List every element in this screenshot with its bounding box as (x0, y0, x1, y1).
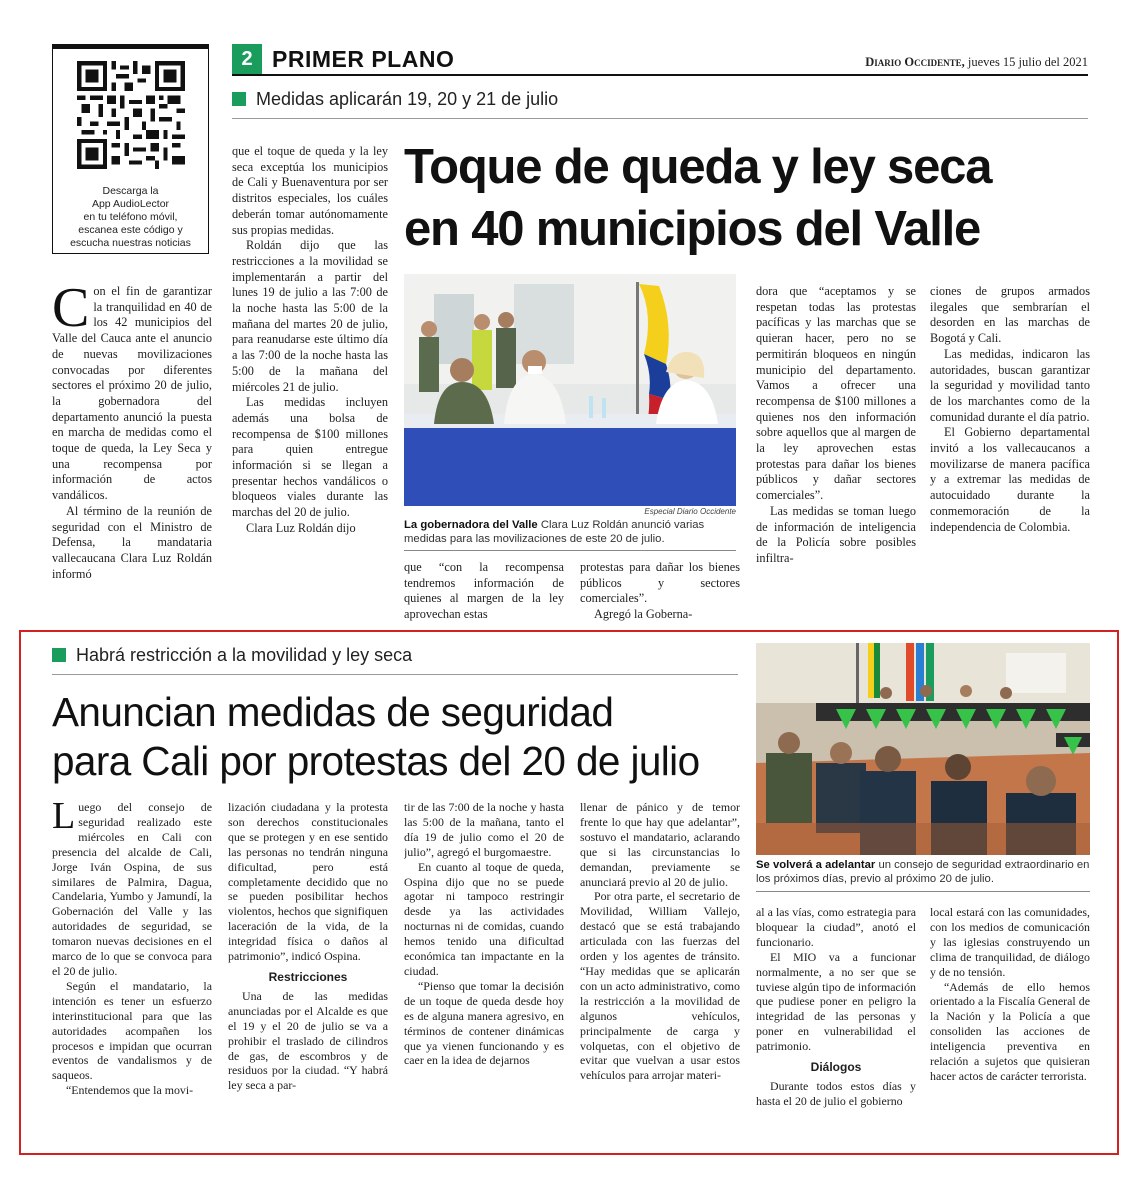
article-paragraph: El Gobierno departamental invitó a los vallecaucanos a movilizarse de manera pacífica y a extremar las medidas de autocuidado durante la conmemoración de la independencia de Colombia. (930, 425, 1090, 534)
qr-code-icon[interactable] (77, 61, 185, 169)
drop-cap: C (52, 284, 90, 339)
page-number: 2 (232, 44, 262, 74)
bottom-headline-line: Anuncian medidas de seguridad (52, 689, 614, 735)
governor-meeting-photo (404, 274, 736, 506)
article-paragraph: dora que “aceptamos y se respetan todas las protestas pacíficas y las marchas que se quieran hacer, pero no se permitirán bloqueos en ningún municipio del departamento. Vamos a ofrecer una recompensa de $100 millones a quienes nos den información sobre aquellos que al margen de la ley aprovechen estas protestas para dañar los bienes públicos y dañar sectores comerciales”. (756, 284, 916, 503)
article-paragraph: Roldán dijo que las restricciones a la movilidad se implementarán a partir del lunes 19 de julio a las 7:00 de la noche hasta las 5:00 de la mañana del martes 20 de julio, para reanudarse este último día a las 7:00 de la noche hasta las 5:00 de la mañana del miércoles 21 de julio. (232, 238, 388, 394)
article-paragraph: Agregó la Goberna- (594, 607, 693, 622)
article-paragraph: Por otra parte, el secretario de Movilidad, William Vallejo, destacó que se está trabajando articulada con las fuerzas del orden y los agentes de tránsito. “Hay medidas que se aplicarán con un acto administrativo, como la restricción a la movilidad de algunos vehículos, principalmente de carga y volquetas, con el objetivo de evitar que vuelvan a usar estos vehículos para arrojar materi- (580, 889, 740, 1083)
article-paragraph: llenar de pánico y de temor frente lo que hay que adelantar”, sostuvo el mandatario, aclarando que si las circunstancias lo demandan, previamente se anunciará previo al 20 de julio. (580, 800, 740, 889)
article-paragraph: que el toque de queda y la ley seca exceptúa los municipios de Cali y Buenaventura por ser distritos especiales, los cuáles deberán tomar autónomamente sus propias medidas. (232, 144, 388, 237)
article-paragraph: Durante todos estos días y hasta el 20 de julio el gobierno (756, 1078, 916, 1108)
qr-code-box (52, 44, 209, 254)
photo-caption (756, 858, 1092, 886)
bottom-article-column (404, 800, 564, 1145)
article-paragraph: al a las vías, como estrategia para bloquear la ciudad”, anotó el funcionario. (756, 905, 916, 949)
bottom-article-column (930, 905, 1090, 1145)
article-paragraph: “Entendemos que la movi- (66, 1083, 194, 1098)
kicker-divider (52, 674, 738, 675)
bottom-article-column (52, 800, 212, 1145)
kicker-square-icon (52, 648, 66, 662)
caption-divider (404, 550, 736, 551)
top-headline-line: en 40 municipios del Valle (404, 202, 981, 256)
bottom-headline-line: para Cali por protestas del 20 de julio (52, 738, 700, 784)
qr-caption-line: en tu teléfono móvil, (83, 211, 178, 223)
top-article-column (52, 284, 212, 624)
bottom-headline (52, 688, 752, 786)
qr-caption-line: escanea este código y (78, 224, 183, 236)
top-article-column (756, 284, 916, 624)
caption-lead: Se volverá a adelantar (756, 859, 876, 871)
article-paragraph: Luego del consejo de seguridad realizado este miércoles en Cali con presencia del alcalde de Cali, Jorge Iván Ospina, de sus similares de Palmira, Dagua, Candelaria, Yumbo y Jamundí, la Gobernación del Valle y las autoridades de seguridad, se tomaron nuevas decisiones en el marco de lo que se convoca para el 20 de julio. (52, 800, 212, 978)
caption-lead: La gobernadora del Valle (404, 519, 538, 531)
article-paragraph: protestas para dañar los bienes públicos y sectores comerciales”. (580, 560, 740, 606)
bottom-article-column (580, 800, 740, 1145)
masthead-brand: Diario Occidente, (865, 55, 965, 69)
article-paragraph: En cuanto al toque de queda, Ospina dijo que no se puede agotar ni tampoco restringir desde ya las actividades nocturnas ni de comidas, cuando hemos tenido una dificultad económica tan impactante en la ciudad. (404, 859, 564, 978)
security-council-photo (756, 643, 1090, 855)
photo-caption (404, 518, 744, 546)
qr-caption-line: Descarga la (102, 185, 159, 197)
top-article-column (232, 144, 388, 624)
bottom-kicker (52, 645, 412, 666)
article-paragraph: Con el fin de garantizar la tranquilidad en 40 de los 42 municipios del Valle del Cauca ante el anuncio de nuevas movilizaciones convocadas por diferentes sectores el próximo 20 de julio, la gobernadora del departamento anunció la puesta en marcha de medidas como el toque de queda, la Ley Seca y una recompensa por información de actos vandálicos. (52, 284, 212, 503)
article-paragraph: tir de las 7:00 de la noche y hasta las 5:00 de la mañana, tanto el día 19 de julio como el 20 de julio”, agregó el burgomaestre. (404, 800, 564, 859)
bottom-article-column (228, 800, 388, 1145)
article-paragraph: Las medidas se toman luego de información de inteligencia de la Policía sobre posibles infiltra- (756, 503, 916, 565)
kicker-square-icon (232, 92, 246, 106)
article-paragraph: Las medidas incluyen además una bolsa de recompensa de $100 millones para quien entregue información si se llegan a presentar hechos vandálicos o bloqueos viales durante las marchas del 20 de julio. (232, 395, 388, 520)
drop-cap: L (52, 800, 76, 837)
article-paragraph: local estará con las comunidades, con los medios de comunicación y las iglesias construyendo un clima de tranquilidad, de diálogo y de no tensión. (930, 905, 1090, 979)
qr-caption-line: escucha nuestras noticias (70, 237, 191, 249)
masthead (865, 55, 1088, 70)
bottom-kicker-text: Habrá restricción a la movilidad y ley seca (76, 645, 413, 665)
article-paragraph: Clara Luz Roldán dijo (246, 520, 356, 535)
top-article-column (930, 284, 1090, 624)
article-paragraph: “Además de ello hemos orientado a la Fiscalía General de la Nación y la Policía a que consoliden las acciones de inteligencia preventiva en relación a sujetos que quisieran hacer actos de carácter terrorista. (930, 979, 1090, 1083)
article-paragraph: lización ciudadana y la protesta son derechos constitucionales que se protegen y en ese sentido las personas no tendrán ninguna dificultad, pero está completamente decidido que no se pueden posibilitar hechos violentos, hechos que signifiquen laceración de la vida, de la integridad física o daños al patrimonio”, indicó Ospina. (228, 800, 388, 964)
top-article-column (580, 560, 740, 624)
header-divider (232, 74, 1088, 76)
section-title: PRIMER PLANO (272, 46, 455, 72)
photo-credit: Especial Diario Occidente (644, 507, 736, 516)
qr-caption-line: App AudioLector (91, 198, 170, 210)
subheading: Diálogos (810, 1060, 862, 1075)
article-paragraph: “Pienso que tomar la decisión de un toque de queda desde hoy es de alguna manera agresivo, en términos de contener dinámicas que ya vienen funcionando y es caer en la idea de dejarnos (404, 978, 564, 1068)
top-headline (404, 136, 1104, 260)
top-headline-line: Toque de queda y ley seca (404, 140, 992, 194)
caption-text: un consejo de seguridad extraordinario en los próximos días, previo al próximo 20 de julio. (756, 859, 1090, 885)
subheading: Restricciones (268, 969, 348, 984)
top-kicker-text: Medidas aplicarán 19, 20 y 21 de julio (256, 89, 559, 109)
article-paragraph: Una de las medidas anunciadas por el Alcalde es que el 19 y el 20 de julio se va a prohibir el traslado de cilindros de gas, de escombros y de residuos por la ciudad. “Y habrá ley seca a par- (228, 988, 388, 1093)
caption-text: Clara Luz Roldán anunció varias medidas para las movilizaciones de este 20 de julio. (404, 519, 705, 545)
article-paragraph: que “con la recompensa tendremos información de quienes al margen de la ley aprovechan estas (404, 560, 564, 622)
masthead-date: jueves 15 julio del 2021 (967, 55, 1088, 69)
bottom-article-column (756, 905, 916, 1145)
kicker-divider (232, 118, 1088, 119)
article-paragraph: El MIO va a funcionar normalmente, a no ser que se tuviese algún tipo de información que pudiese poner en peligro la integridad de las personas y poner en vulnerabilidad el patrimonio. (756, 949, 916, 1054)
top-article-column (404, 560, 564, 624)
top-kicker (232, 89, 558, 110)
caption-divider (756, 891, 1090, 892)
article-paragraph: Según el mandatario, la intención es tener un esfuerzo interinstitucional para que las autoridades acompañen los procesos e impidan que ocurran eventos de vandalismos y de saqueos. (52, 978, 212, 1083)
qr-caption (57, 185, 204, 250)
article-paragraph: Al término de la reunión de seguridad con el Ministro de Defensa, la mandataria vallecaucana Clara Luz Roldán informó (52, 503, 212, 581)
article-paragraph: Las medidas, indicaron las autoridades, buscan garantizar la seguridad y movilidad tanto de los marchantes como de la comunidad durante el día patrio. (930, 346, 1090, 424)
article-paragraph: ciones de grupos armados ilegales que sembrarían el desorden en las marchas de Bogotá y Cali. (930, 284, 1090, 346)
